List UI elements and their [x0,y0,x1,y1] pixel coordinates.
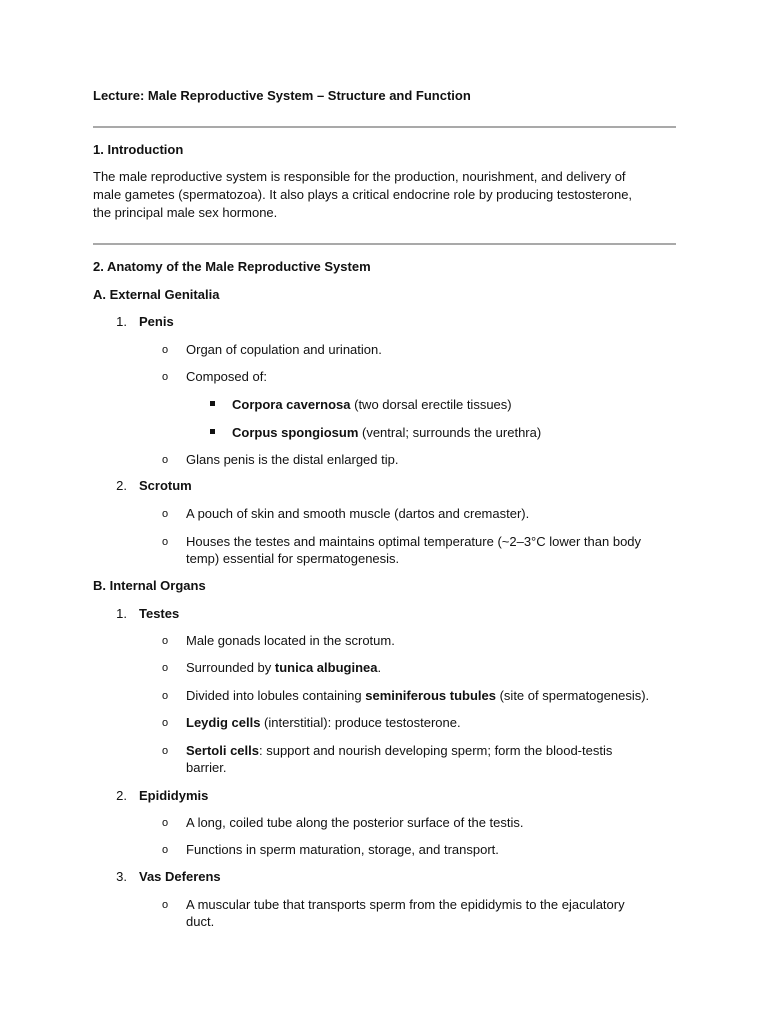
list-item-scrotum: Scrotum [139,478,192,493]
list-item-penis: Penis [139,314,174,329]
sub-list-item: Corpora cavernosa (two dorsal erectile tissues) [232,397,512,412]
list-number: 1. [116,314,127,329]
intro-line-3: the principal male sex hormone. [93,205,278,220]
list-item: Functions in sperm maturation, storage, and transport. [186,842,499,857]
circle-bullet-icon: o [162,817,169,829]
list-number: 1. [116,606,127,621]
list-number: 2. [116,478,127,493]
intro-line-1: The male reproductive system is responsible for the production, nourishment, and delivery of [93,169,626,184]
list-item-continuation: temp) essential for spermatogenesis. [186,551,400,566]
list-item: Composed of: [186,369,267,384]
circle-bullet-icon: o [162,844,169,856]
square-bullet-icon [210,401,215,406]
list-item-continuation: duct. [186,914,215,929]
circle-bullet-icon: o [162,745,169,757]
circle-bullet-icon: o [162,454,169,466]
list-item: A muscular tube that transports sperm from the epididymis to the ejaculatory [186,897,625,912]
list-item-epididymis: Epididymis [139,788,209,803]
sub-list-item: Corpus spongiosum (ventral; surrounds the urethra) [232,425,542,440]
list-number: 3. [116,869,127,884]
list-item: Leydig cells (interstitial): produce testosterone. [186,715,461,730]
circle-bullet-icon: o [162,899,169,911]
list-item: Organ of copulation and urination. [186,342,382,357]
subsection-heading-internal: B. Internal Organs [93,578,206,593]
document-title: Lecture: Male Reproductive System – Structure and Function [93,88,471,103]
list-item: Male gonads located in the scrotum. [186,633,395,648]
circle-bullet-icon: o [162,690,169,702]
list-item-continuation: barrier. [186,760,227,775]
circle-bullet-icon: o [162,508,169,520]
list-item: Divided into lobules containing seminiferous tubules (site of spermatogenesis). [186,688,650,703]
divider [93,243,676,245]
list-item: Glans penis is the distal enlarged tip. [186,452,399,467]
intro-line-2: male gametes (spermatozoa). It also plays a critical endocrine role by producing testosterone, [93,187,633,202]
list-item: Surrounded by tunica albuginea. [186,660,382,675]
list-item-testes: Testes [139,606,180,621]
circle-bullet-icon: o [162,536,169,548]
divider [93,126,676,128]
list-item: A pouch of skin and smooth muscle (dartos and cremaster). [186,506,530,521]
circle-bullet-icon: o [162,344,169,356]
section-heading-anatomy: 2. Anatomy of the Male Reproductive System [93,259,371,274]
list-item: Sertoli cells: support and nourish developing sperm; form the blood-testis [186,743,613,758]
subsection-heading-external: A. External Genitalia [93,287,220,302]
circle-bullet-icon: o [162,371,169,383]
square-bullet-icon [210,429,215,434]
circle-bullet-icon: o [162,662,169,674]
list-item-vas-deferens: Vas Deferens [139,869,221,884]
section-heading-introduction: 1. Introduction [93,142,184,157]
list-number: 2. [116,788,127,803]
list-item: A long, coiled tube along the posterior surface of the testis. [186,815,524,830]
circle-bullet-icon: o [162,717,169,729]
circle-bullet-icon: o [162,635,169,647]
list-item: Houses the testes and maintains optimal temperature (~2–3°C lower than body [186,534,642,549]
